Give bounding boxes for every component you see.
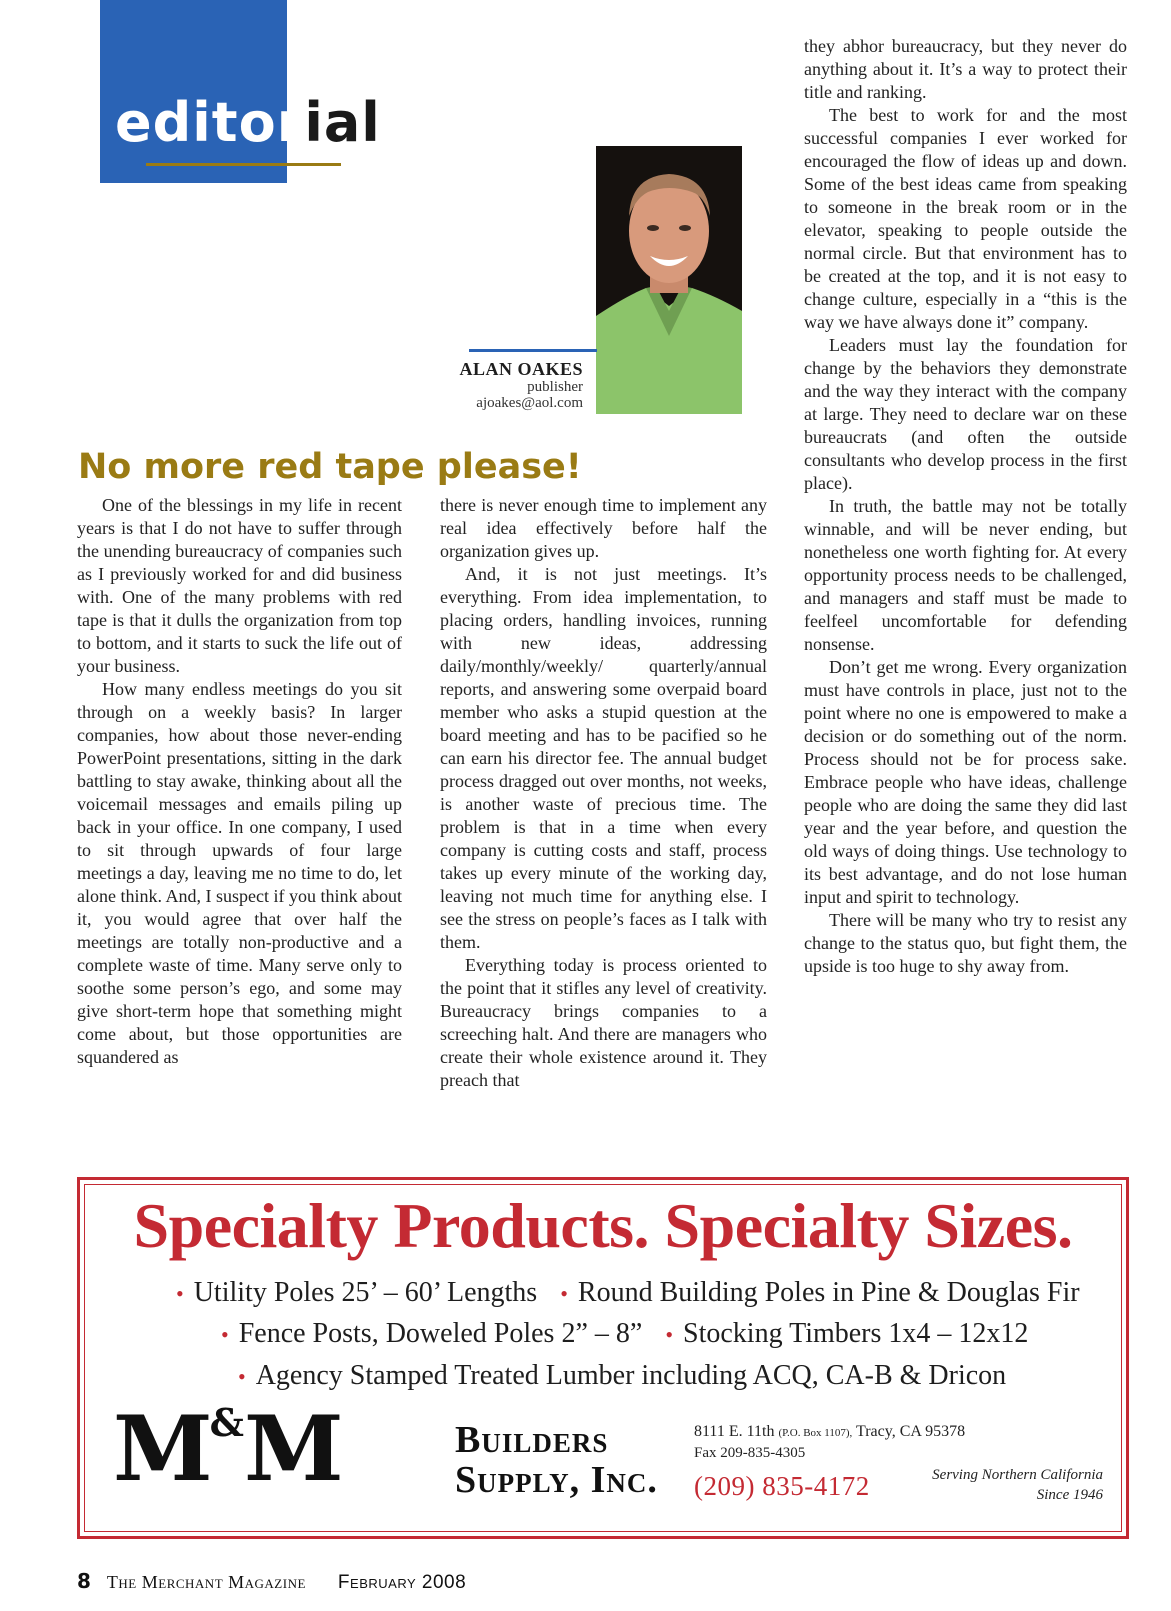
paragraph: There will be many who try to resist any change to the status quo, but fight them, the upside is too huge to shy away from. [804, 910, 1127, 976]
page-number: 8 [77, 1569, 91, 1593]
company-name [455, 1420, 658, 1500]
section-title-underline [146, 163, 341, 166]
article-headline: No more red tape please! [78, 447, 582, 487]
company-name-line-2: Supply, Inc. [455, 1459, 658, 1501]
section-title-part2: ial [304, 91, 381, 154]
since-year: Since 1946 [1036, 1487, 1103, 1503]
company-logo [113, 1396, 341, 1502]
ad-product-item: Utility Poles 25’ – 60’ Lengths [193, 1277, 538, 1308]
ad-product-item: Fence Posts, Doweled Poles 2” – 8” [238, 1318, 643, 1349]
logo-letter: M [243, 1396, 341, 1502]
ad-product-item: Agency Stamped Treated Lumber including ACQ, CA-B & Dricon [255, 1360, 1007, 1391]
ad-product-item: Stocking Timbers 1x4 – 12x12 [683, 1318, 1029, 1349]
bullet-icon: • [221, 1322, 229, 1347]
byline-rule [469, 349, 597, 352]
paragraph: they abhor bureaucracy, but they never do anything about it. It’s a way to protect their title and ranking. [804, 36, 1127, 102]
byline [440, 360, 583, 411]
section-title-part1: editor [115, 91, 305, 154]
address-po-box: (P.O. Box 1107), [778, 1427, 853, 1439]
author-role: publisher [527, 378, 583, 395]
address-street: 8111 E. 11th [694, 1423, 775, 1440]
logo-letter: M [113, 1396, 210, 1502]
bullet-icon: • [665, 1322, 674, 1347]
author-email: ajoakes@aol.com [476, 394, 583, 411]
article-column-3 [804, 35, 1127, 978]
company-phone: (209) 835-4172 [694, 1471, 870, 1501]
bullet-icon: • [238, 1364, 246, 1389]
magazine-name: The Merchant Magazine [106, 1572, 306, 1592]
paragraph: The best to work for and the most successful companies I ever worked for encouraged the flow of ideas up and down. Some of the best ideas came from speaking to someone in the break room or in the elevator, speaking to people outside the normal circle. But that environment has to be created at the top, and it is not easy to change culture, especially in a “this is the way we have always done it” company. [804, 105, 1127, 332]
article-column-2 [440, 494, 767, 1092]
ad-product-line-1 [160, 1279, 1080, 1307]
ad-product-item: Round Building Poles in Pine & Douglas Fir [577, 1277, 1080, 1308]
article-column-1 [77, 494, 402, 1069]
logo-ampersand: & [209, 1400, 244, 1445]
author-photo [596, 146, 742, 414]
author-name: ALAN OAKES [459, 359, 583, 379]
author-photo-illustration [596, 146, 742, 414]
ad-product-line-2 [205, 1320, 1028, 1348]
paragraph: In truth, the battle may not be totally winnable, and will be never ending, but nonetheless one worth fighting for. At every opportunity process needs to be challenged, and managers and staff must be made to feelfeel uncomfortable for defending nonsense. [804, 496, 1127, 654]
bullet-icon: • [560, 1281, 568, 1306]
issue-date: February 2008 [337, 1572, 467, 1593]
paragraph: Don’t get me wrong. Every organization must have controls in place, just not to the point where no one is empowered to make a decision or do something out of the norm. Process should not be for process sake. Embrace people who have ideas, challenge people who are doing the same they did last year and the year before, and question the old ways of doing things. Use technology to its best advantage, and do not lose human input and spirit to technology. [804, 657, 1127, 907]
company-serving [903, 1465, 1103, 1505]
serving-area: Serving Northern California [932, 1467, 1103, 1483]
page-footer [77, 1569, 466, 1594]
ad-headline: Specialty Products. Specialty Sizes. [133, 1190, 1073, 1261]
section-title [115, 91, 381, 154]
bullet-icon: • [176, 1281, 184, 1306]
address-city: Tracy, CA 95378 [856, 1423, 966, 1440]
paragraph: How many endless meetings do you sit through on a weekly basis? In larger companies, how about those never-ending PowerPoint presentations, sitting in the dark battling to stay awake, thinking about all the voicemail messages and emails piling up back in your office. In one company, I used to sit through upwards of four large meetings a day, leaving me no time to do, let alone think. And, I suspect if you think about it, you would agree that over half the meetings are totally non-productive and a complete waste of time. Many serve only to soothe some person’s ego, and some may give short-term hope that something might come about, but those opportunities are squandered as [77, 679, 402, 1067]
paragraph: Everything today is process oriented to the point that it stifles any level of creativity. Bureaucracy brings companies to a screeching halt. And there are managers who create their whole existence around it. They preach that [440, 955, 767, 1090]
paragraph: And, it is not just meetings. It’s everything. From idea implementation, to placing orders, handling invoices, running with new ideas, addressing daily/monthly/weekly/ quarterly/annual reports, and answering some overpaid board member who asks a stupid question at the board meeting and has to be pacified so he can earn his director fee. The annual budget process dragged out over months, not weeks, is another waste of precious time. The problem is that in a time when every company is cutting costs and staff, process takes up every minute of the working day, leaving not much time for anything else. I see the stress on people’s faces as I talk with them. [440, 564, 767, 952]
company-name-line-1: Builders [455, 1419, 609, 1461]
paragraph: there is never enough time to implement any real idea effectively before half the organization gives up. [440, 495, 767, 561]
company-fax: Fax 209-835-4305 [694, 1445, 806, 1461]
ad-product-line-3 [222, 1362, 1006, 1390]
paragraph: Leaders must lay the foundation for change by the behaviors they demonstrate and the way they interact with the company at large. They need to declare war on these bureaucrats (and often the outside consultants who develop process in the first place). [804, 335, 1127, 493]
paragraph: One of the blessings in my life in recent years is that I do not have to suffer through the unending bureaucracy of companies such as I previously worked for and did business with. One of the many problems with red tape is that it dulls the organization from top to bottom, and it starts to suck the life out of your business. [77, 495, 402, 676]
company-address [694, 1422, 965, 1463]
